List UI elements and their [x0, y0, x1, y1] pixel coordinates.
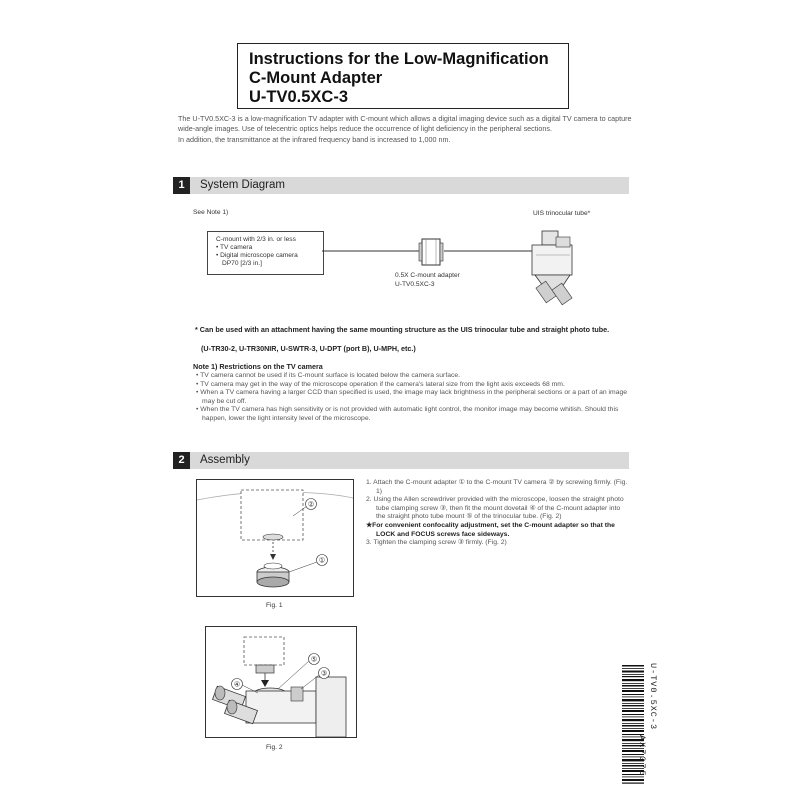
title-line-1: Instructions for the Low-Magnification — [249, 50, 549, 68]
figure-2 — [205, 626, 357, 738]
camera-box-line-3: • Digital microscope camera — [216, 252, 298, 259]
note-list — [196, 372, 632, 424]
camera-box-line-4: DP70 [2/3 in.] — [222, 260, 262, 267]
section-2-number: 2 — [173, 452, 190, 469]
figure-1 — [196, 479, 354, 597]
intro-paragraph-2: In addition, the transmittance at the infrared frequency band is increased to 1,000 nm. — [178, 134, 451, 144]
barcode — [620, 663, 660, 785]
fig2-label-5: ⑤ — [310, 655, 318, 664]
adapter-label-1: 0.5X C-mount adapter — [395, 272, 460, 279]
barcode-text-code: AX7375 — [637, 735, 647, 778]
note-item: • TV camera may get in the way of the microscope operation if the camera's lateral size from the light axis exceeds 68 mm. — [196, 380, 565, 388]
section-1-header — [173, 177, 629, 194]
footnote-1: * Can be used with an attachment having the same mounting structure as the UIS trinocular tube and straight photo tube. — [195, 325, 610, 334]
assembly-step: 3. Tighten the clamping screw ③ firmly. (Fig. 2) — [366, 539, 507, 547]
camera-box-line-2: • TV camera — [216, 244, 253, 251]
figure-1-drawing — [197, 480, 353, 596]
trinocular-tube-drawing — [532, 231, 572, 305]
section-2-header — [173, 452, 629, 469]
figure-2-drawing — [206, 627, 356, 737]
note-title: Note 1) Restrictions on the TV camera — [193, 362, 323, 371]
camera-box — [207, 231, 324, 275]
title-line-3: U-TV0.5XC-3 — [249, 88, 349, 106]
fig1-label-1: ① — [318, 556, 326, 565]
barcode-text-model: U-TV0.5XC-3 — [648, 663, 658, 731]
section-1-number: 1 — [173, 177, 190, 194]
system-diagram-drawing — [320, 225, 580, 315]
title-line-2: C-Mount Adapter — [249, 69, 383, 87]
adapter-drawing — [419, 239, 443, 265]
section-2-title: Assembly — [200, 454, 250, 466]
intro-paragraph-1: The U-TV0.5XC-3 is a low-magnification TV adapter with C-mount which allows a digital imaging device such as a digital TV camera to capture wide-angle images. Use of telecentric optics helps reduce the occurrence of light deficiency in the peripheral sections. — [178, 114, 632, 134]
figure-2-caption: Fig. 2 — [266, 744, 283, 751]
note-item: • When the TV camera has high sensitivity or is not provided with automatic light control, the monitor image may become whitish. Should this happen, lower the light intensity level of the microscope. — [196, 406, 619, 422]
assembly-steps — [366, 479, 630, 548]
adapter-label-2: U-TV0.5XC-3 — [395, 281, 435, 288]
fig2-label-3: ③ — [320, 669, 328, 678]
note-item: • TV camera cannot be used if its C-mount surface is located below the camera surface. — [196, 372, 461, 379]
fig1-label-2: ② — [307, 500, 315, 509]
footnote-2: (U-TR30-2, U-TR30NIR, U-SWTR-3, U-DPT (port B), U-MPH, etc.) — [201, 344, 416, 353]
assembly-step: 2. Using the Allen screwdriver provided with the microscope, loosen the straight photo tube clamping screw ③, then fit the mount dovetail ④ of the C-mount adapter into the straight photo tube mount ⑤ of the trinocular tube. (Fig. 2) — [366, 496, 624, 521]
assembly-step: 1. Attach the C-mount adapter ① to the C-mount TV camera ② by screwing firmly. (Fig. 1) — [366, 479, 628, 495]
section-1-title: System Diagram — [200, 179, 285, 191]
note-item: • When a TV camera having a larger CCD than specified is used, the image may lack brightness in the peripheral sections or a part of an image may be cut off. — [196, 389, 628, 405]
assembly-star-note: ★For convenient confocality adjustment, set the C-mount adapter so that the LOCK and FOCUS screws face sideways. — [366, 521, 615, 538]
tube-label: UIS trinocular tube* — [533, 210, 591, 217]
figure-1-caption: Fig. 1 — [266, 602, 283, 609]
title-box — [237, 43, 569, 109]
intro-text — [178, 114, 633, 145]
see-note-label: See Note 1) — [193, 209, 229, 216]
camera-box-line-1: C-mount with 2/3 in. or less — [216, 236, 296, 243]
fig2-label-4: ④ — [233, 680, 241, 689]
